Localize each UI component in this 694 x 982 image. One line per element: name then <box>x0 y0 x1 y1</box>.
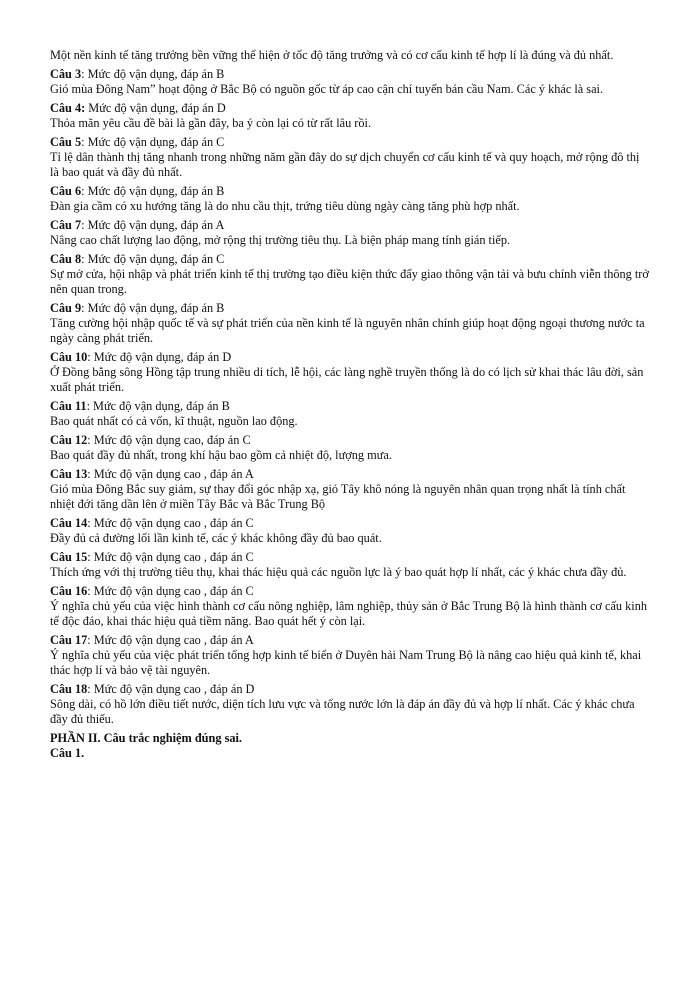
answer-heading <box>50 301 650 316</box>
answer-meta: : Mức độ vận dụng cao , đáp án C <box>87 550 254 564</box>
answer-meta: : Mức độ vận dụng cao , đáp án D <box>87 682 255 696</box>
answer-heading <box>50 399 650 414</box>
answer-meta: Mức độ vận dụng, đáp án D <box>85 101 226 115</box>
answer-heading <box>50 252 650 267</box>
question-label: Câu 15 <box>50 550 88 564</box>
answer-meta: : Mức độ vận dụng, đáp án A <box>81 218 225 232</box>
answer-meta: : Mức độ vận dụng, đáp án B <box>81 301 225 315</box>
answer-explanation: Tăng cường hội nhập quốc tế và sự phát triển của nền kinh tế là nguyên nhân chính giúp hoạt động ngoại thương nước ta ngày càng phát triển. <box>50 316 645 345</box>
question-label: Câu 18 <box>50 682 88 696</box>
answer-heading <box>50 184 650 199</box>
answer-explanation: Gió mùa Đông Nam” hoạt động ở Bắc Bộ có nguồn gốc từ áp cao cận chí tuyến bán cầu Nam. Các ý khác là sai. <box>50 82 604 96</box>
answer-meta: : Mức độ vận dụng, đáp án C <box>81 135 225 149</box>
answer-heading <box>50 135 650 150</box>
answer-meta: : Mức độ vận dụng cao , đáp án A <box>87 633 254 647</box>
question-label: Câu 5 <box>50 135 82 149</box>
answer-heading <box>50 67 650 82</box>
question-label: Câu 12 <box>50 433 88 447</box>
answer-explanation: Sông dài, có hồ lớn điều tiết nước, diện tích lưu vực và tổng nước lớn là đáp án đầy đủ và hợp lí nhất. Các ý khác chưa đầy đủ thiếu. <box>50 697 635 726</box>
answer-meta: : Mức độ vận dụng, đáp án C <box>81 252 225 266</box>
answer-explanation: Tỉ lệ dân thành thị tăng nhanh trong những năm gần đây do sự dịch chuyển cơ cấu kinh tế và quy hoạch, mở rộng đô thị là bao quát và đầy đủ nhất. <box>50 150 640 179</box>
section-title: PHẦN II. Câu trắc nghiệm đúng sai. <box>50 731 242 745</box>
question-label: Câu 3 <box>50 67 82 81</box>
answer-explanation: Bao quát nhất có cả vốn, kĩ thuật, nguồn lao động. <box>50 414 298 428</box>
answer-meta: : Mức độ vận dụng cao , đáp án C <box>87 516 254 530</box>
question-label: Câu 17 <box>50 633 88 647</box>
answer-heading <box>50 584 650 599</box>
question-label: Câu 14 <box>50 516 88 530</box>
answer-heading <box>50 633 650 648</box>
answer-list <box>50 67 650 727</box>
question-label: Câu 13 <box>50 467 88 481</box>
question-label: Câu 6 <box>50 184 82 198</box>
answer-explanation: Thỏa mãn yêu cầu đề bài là gần đây, ba ý còn lại có từ rất lâu rồi. <box>50 116 372 130</box>
answer-meta: : Mức độ vận dụng, đáp án B <box>81 184 225 198</box>
answer-heading <box>50 467 650 482</box>
answer-explanation: Thích ứng với thị trường tiêu thụ, khai thác hiệu quả các nguồn lực là ý bao quát hợp lí nhất, các ý khác chưa đầy đủ. <box>50 565 627 579</box>
answer-heading <box>50 682 650 697</box>
answer-meta: : Mức độ vận dụng cao, đáp án C <box>87 433 251 447</box>
answer-heading <box>50 218 650 233</box>
question-label: Câu 8 <box>50 252 82 266</box>
answer-explanation: Bao quát đầy đủ nhất, trong khí hậu bao gồm cả nhiệt độ, lượng mưa. <box>50 448 392 462</box>
answer-heading <box>50 350 650 365</box>
question-label: Câu 16 <box>50 584 88 598</box>
answer-explanation: Đàn gia cầm có xu hướng tăng là do nhu cầu thịt, trứng tiêu dùng ngày càng tăng phù hợp nhất. <box>50 199 520 213</box>
answer-meta: : Mức độ vận dụng cao , đáp án A <box>87 467 254 481</box>
answer-meta: : Mức độ vận dụng, đáp án D <box>87 350 232 364</box>
intro-paragraph: Một nền kinh tế tăng trưởng bền vững thể hiện ở tốc độ tăng trưởng và có cơ cấu kinh tế hợp lí là đúng và đủ nhất. <box>50 48 614 62</box>
answer-explanation: Gió mùa Đông Bắc suy giảm, sự thay đổi góc nhập xạ, gió Tây khô nóng là nguyên nhân quan trọng nhất là tính chất nhiệt đới tăng dần lên ở miền Tây Bắc và Bắc Trung Bộ <box>50 482 626 511</box>
answer-heading <box>50 550 650 565</box>
answer-explanation: Ở Đồng bằng sông Hồng tập trung nhiều di tích, lễ hội, các làng nghề truyền thống là do có lịch sử khai thác lâu đời, sản xuất phát triển. <box>50 365 644 394</box>
answer-heading <box>50 433 650 448</box>
question-label: Câu 4: <box>50 101 86 115</box>
answer-meta: : Mức độ vận dụng cao , đáp án C <box>87 584 254 598</box>
answer-heading <box>50 101 650 116</box>
answer-meta: : Mức độ vận dụng, đáp án B <box>86 399 230 413</box>
question-label: Câu 11 <box>50 399 87 413</box>
answer-explanation: Đầy đủ cả đường lối lần kinh tế, các ý khác không đầy đủ bao quát. <box>50 531 382 545</box>
answer-explanation: Nâng cao chất lượng lao động, mở rộng thị trường tiêu thụ. Là biện pháp mang tính gián tiếp. <box>50 233 511 247</box>
question-heading: Câu 1. <box>50 746 85 760</box>
question-label: Câu 9 <box>50 301 82 315</box>
question-label: Câu 10 <box>50 350 88 364</box>
question-label: Câu 7 <box>50 218 82 232</box>
answer-explanation: Ý nghĩa chủ yếu của việc phát triển tổng hợp kinh tế biển ở Duyên hải Nam Trung Bộ là nâng cao hiệu quả kinh tế, khai thác hợp lí và bảo vệ tài nguyên. <box>50 648 642 677</box>
answer-heading <box>50 516 650 531</box>
answer-explanation: Ý nghĩa chủ yếu của việc hình thành cơ cấu nông nghiệp, lâm nghiệp, thủy sản ở Bắc Trung Bộ là hình thành cơ cấu kinh tế độc đáo, khai thác hiệu quả tiềm năng. Bao quát hết ý còn lại. <box>50 599 647 628</box>
answer-explanation: Sự mở cửa, hội nhập và phát triển kinh tế thị trường tạo điều kiện thức đẩy giao thông vận tải và bưu chính viễn thông trở nên quan trong. <box>50 267 649 296</box>
answer-meta: : Mức độ vận dụng, đáp án B <box>81 67 225 81</box>
